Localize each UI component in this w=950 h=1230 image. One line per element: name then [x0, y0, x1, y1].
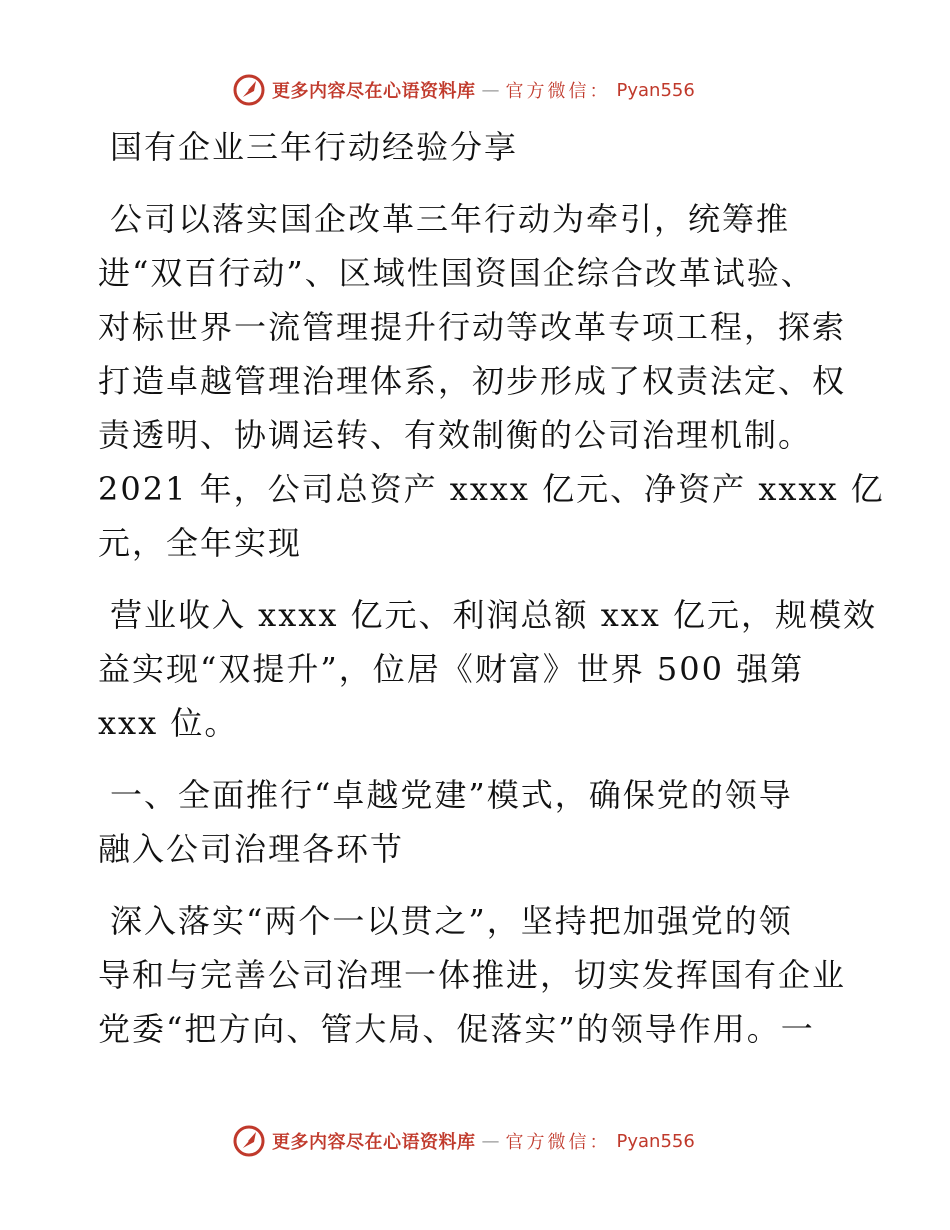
- paragraph-2: [98, 588, 878, 750]
- paragraph-line: 对标世界一流管理提升行动等改革专项工程，探索: [98, 308, 847, 346]
- watermark-wechat-id: Pyan556: [616, 79, 695, 101]
- feather-pen-circle-icon: [232, 73, 266, 107]
- paragraph-line: 2021 年，公司总资产 xxxx 亿元、净资产 xxxx 亿: [98, 470, 885, 508]
- paragraph-line: 进“双百行动”、区域性国资国企综合改革试验、: [98, 254, 815, 292]
- paragraph-line: 导和与完善公司治理一体推进，切实发挥国有企业: [98, 956, 847, 994]
- paragraph-1: [98, 192, 885, 570]
- header-watermark: [232, 72, 695, 108]
- watermark-brand: 更多内容尽在心语资料库: [272, 1132, 476, 1153]
- feather-pen-circle-icon: [232, 1124, 266, 1158]
- paragraph-line: 益实现“双提升”，位居《财富》世界 500 强第: [98, 650, 805, 688]
- watermark-dash: —: [481, 79, 500, 101]
- document-title: 国有企业三年行动经验分享: [110, 128, 519, 166]
- paragraph-line: 深入落实“两个一以贯之”，坚持把加强党的领: [110, 902, 793, 940]
- watermark-wechat-label: 官方微信：: [505, 1132, 611, 1153]
- paragraph-line: 责透明、协调运转、有效制衡的公司治理机制。: [98, 416, 813, 454]
- paragraph-line: 元，全年实现: [98, 524, 303, 562]
- heading-line: 融入公司治理各环节: [98, 830, 405, 868]
- watermark-brand: 更多内容尽在心语资料库: [272, 81, 476, 102]
- section-heading-1: [98, 768, 858, 876]
- paragraph-3: [98, 894, 858, 1056]
- watermark-dash: —: [481, 1130, 500, 1152]
- paragraph-line: 打造卓越管理治理体系，初步形成了权责法定、权: [98, 362, 847, 400]
- watermark-wechat-label: 官方微信：: [505, 81, 611, 102]
- document-body: [98, 120, 885, 1056]
- footer-watermark: [232, 1123, 695, 1159]
- heading-line: 一、全面推行“卓越党建”模式，确保党的领导: [110, 776, 793, 814]
- paragraph-line: 党委“把方向、管大局、促落实”的领导作用。一: [98, 1010, 815, 1048]
- paragraph-line: 公司以落实国企改革三年行动为牵引，统筹推: [110, 200, 791, 238]
- paragraph-line: xxx 位。: [98, 704, 239, 742]
- paragraph-line: 营业收入 xxxx 亿元、利润总额 xxx 亿元，规模效: [110, 596, 878, 634]
- watermark-wechat-id: Pyan556: [616, 1130, 695, 1152]
